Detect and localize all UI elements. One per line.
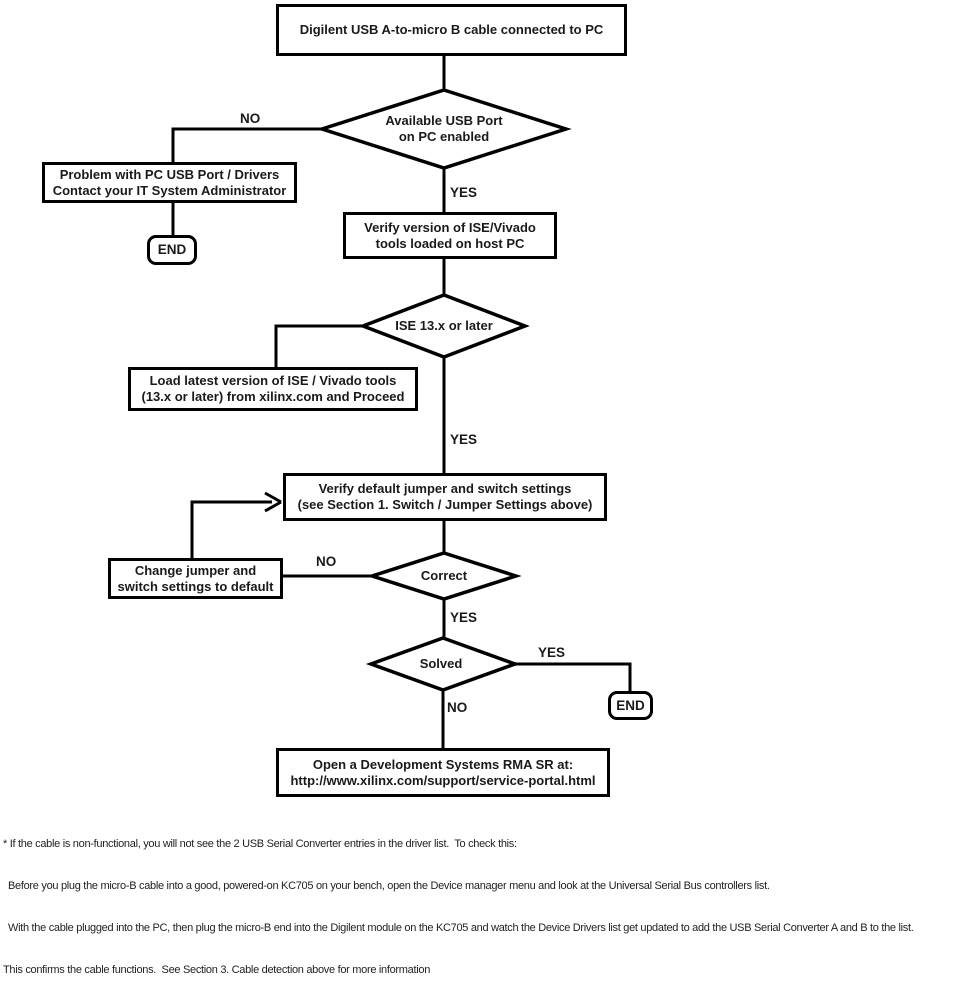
decision-solved-label: Solved: [419, 656, 463, 671]
node-verify-jumpers: [283, 473, 607, 521]
node-load-tools-line1: Load latest version of ISE / Vivado tools: [149, 373, 397, 388]
node-end-right: [608, 691, 653, 720]
node-usb-problem-line2: Contact your IT System Administrator: [52, 182, 287, 198]
node-verify-jumpers-line2: (see Section 1. Switch / Jumper Settings above): [297, 497, 593, 512]
edge-label-usb-no: NO: [240, 111, 261, 126]
decision-correct-label: Correct: [420, 568, 468, 583]
edge-solved-yes-branch: [515, 664, 630, 692]
node-end-left-label: END: [157, 242, 187, 257]
node-rma-line2: http://www.xilinx.com/support/service-portal.html: [290, 772, 596, 788]
decision-usb-port-line2: on PC enabled: [398, 129, 490, 144]
edge-label-usb-yes: YES: [450, 185, 478, 200]
decision-ise-label: ISE 13.x or later: [395, 318, 493, 333]
node-verify-tools: [343, 212, 557, 259]
footnote-line3: With the cable plugged into the PC, then plug the micro-B end into the Digilent module on the KC705 and watch the Device Drivers list get updated to add the USB Serial Converter A and B to the list.: [8, 922, 914, 934]
edge-label-correct-no: NO: [316, 554, 337, 569]
edge-change-loopback: [192, 502, 272, 558]
edge-label-correct-yes: YES: [450, 610, 478, 625]
edge-ise-no-branch: [276, 326, 363, 368]
node-verify-tools-line1: Verify version of ISE/Vivado: [364, 219, 536, 235]
node-rma-line1: Open a Development Systems RMA SR at:: [312, 756, 574, 772]
node-change-jumpers-line1: Change jumper and: [134, 562, 257, 578]
node-end-right-label: END: [616, 697, 645, 713]
node-end-left: [147, 235, 197, 265]
node-usb-problem-line1: Problem with PC USB Port / Drivers: [59, 166, 280, 182]
node-load-tools-line2: (13.x or later) from xilinx.com and Proceed: [141, 389, 405, 404]
node-verify-tools-line2: tools loaded on host PC: [375, 235, 525, 251]
decision-usb-port-label: [334, 113, 554, 145]
node-start: [276, 4, 627, 56]
node-change-jumpers-line2: switch settings to default: [117, 578, 274, 594]
edge-label-ise-yes: YES: [450, 432, 478, 447]
node-start-label: Digilent USB A-to-micro B cable connected to PC: [299, 22, 604, 37]
edge-usb-no-branch: [173, 129, 322, 164]
edge-label-solved-no: NO: [447, 700, 468, 715]
edge-label-solved-yes: YES: [538, 645, 566, 660]
decision-usb-port-line1: Available USB Port: [385, 113, 503, 128]
footnote-line1: * If the cable is non-functional, you will not see the 2 USB Serial Converter entries in the driver list. To check this:: [3, 838, 517, 850]
node-load-tools: [128, 367, 418, 411]
node-change-jumpers: [108, 558, 283, 599]
node-usb-problem: [42, 162, 297, 203]
footnote-line2: Before you plug the micro-B cable into a good, powered-on KC705 on your bench, open the Device manager menu and look at the Universal Serial Bus controllers list.: [8, 880, 770, 892]
footnote: [3, 809, 914, 1005]
node-verify-jumpers-line1: Verify default jumper and switch settings: [318, 481, 572, 496]
node-rma: [276, 748, 610, 797]
footnote-line4: This confirms the cable functions. See Section 3. Cable detection above for more information: [3, 964, 431, 976]
